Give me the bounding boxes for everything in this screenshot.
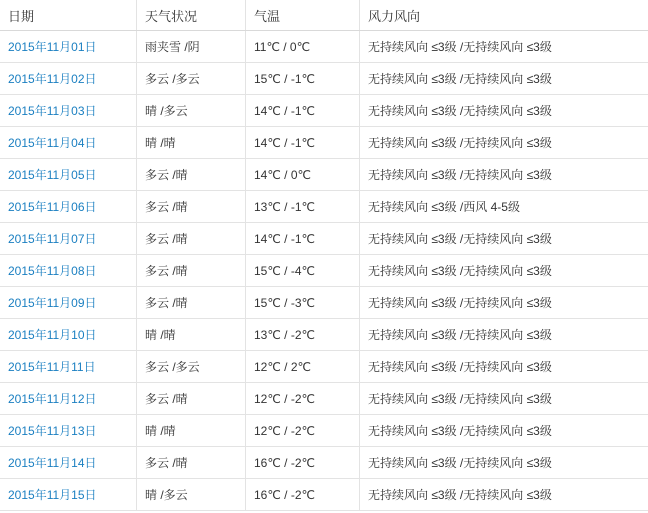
table-row bbox=[0, 479, 648, 511]
table-row bbox=[0, 127, 648, 159]
cell-date[interactable]: 2015年11月13日 bbox=[0, 415, 137, 447]
column-header-wind: 风力风向 bbox=[360, 0, 648, 31]
cell-temperature: 12℃ / -2℃ bbox=[246, 383, 360, 415]
cell-temperature: 14℃ / -1℃ bbox=[246, 127, 360, 159]
cell-wind: 无持续风向 ≤3级 /无持续风向 ≤3级 bbox=[360, 383, 648, 415]
cell-condition: 多云 /晴 bbox=[137, 191, 246, 223]
cell-temperature: 11℃ / 0℃ bbox=[246, 31, 360, 63]
cell-temperature: 13℃ / -1℃ bbox=[246, 191, 360, 223]
cell-wind: 无持续风向 ≤3级 /无持续风向 ≤3级 bbox=[360, 479, 648, 511]
cell-date[interactable]: 2015年11月06日 bbox=[0, 191, 137, 223]
cell-temperature: 12℃ / 2℃ bbox=[246, 351, 360, 383]
cell-temperature: 15℃ / -1℃ bbox=[246, 63, 360, 95]
cell-condition: 晴 /多云 bbox=[137, 479, 246, 511]
cell-date[interactable]: 2015年11月11日 bbox=[0, 351, 137, 383]
cell-date[interactable]: 2015年11月04日 bbox=[0, 127, 137, 159]
cell-condition: 多云 /晴 bbox=[137, 223, 246, 255]
cell-condition: 多云 /晴 bbox=[137, 287, 246, 319]
cell-temperature: 15℃ / -3℃ bbox=[246, 287, 360, 319]
table-row bbox=[0, 63, 648, 95]
table-row bbox=[0, 383, 648, 415]
cell-wind: 无持续风向 ≤3级 /无持续风向 ≤3级 bbox=[360, 63, 648, 95]
column-header-date: 日期 bbox=[0, 0, 137, 31]
cell-temperature: 15℃ / -4℃ bbox=[246, 255, 360, 287]
cell-wind: 无持续风向 ≤3级 /无持续风向 ≤3级 bbox=[360, 287, 648, 319]
table-row bbox=[0, 223, 648, 255]
cell-condition: 多云 /晴 bbox=[137, 447, 246, 479]
cell-wind: 无持续风向 ≤3级 /无持续风向 ≤3级 bbox=[360, 127, 648, 159]
cell-date[interactable]: 2015年11月15日 bbox=[0, 479, 137, 511]
cell-condition: 多云 /晴 bbox=[137, 159, 246, 191]
cell-condition: 晴 /多云 bbox=[137, 95, 246, 127]
cell-wind: 无持续风向 ≤3级 /无持续风向 ≤3级 bbox=[360, 447, 648, 479]
cell-wind: 无持续风向 ≤3级 /无持续风向 ≤3级 bbox=[360, 415, 648, 447]
cell-temperature: 14℃ / -1℃ bbox=[246, 95, 360, 127]
cell-wind: 无持续风向 ≤3级 /无持续风向 ≤3级 bbox=[360, 351, 648, 383]
table-row bbox=[0, 447, 648, 479]
cell-temperature: 16℃ / -2℃ bbox=[246, 479, 360, 511]
cell-wind: 无持续风向 ≤3级 /无持续风向 ≤3级 bbox=[360, 223, 648, 255]
cell-date[interactable]: 2015年11月02日 bbox=[0, 63, 137, 95]
cell-wind: 无持续风向 ≤3级 /西风 4-5级 bbox=[360, 191, 648, 223]
table-row bbox=[0, 415, 648, 447]
cell-date[interactable]: 2015年11月03日 bbox=[0, 95, 137, 127]
cell-date[interactable]: 2015年11月09日 bbox=[0, 287, 137, 319]
cell-condition: 多云 /多云 bbox=[137, 63, 246, 95]
cell-temperature: 14℃ / 0℃ bbox=[246, 159, 360, 191]
table-header bbox=[0, 0, 648, 31]
cell-condition: 晴 /晴 bbox=[137, 319, 246, 351]
table-row bbox=[0, 31, 648, 63]
cell-condition: 多云 /晴 bbox=[137, 255, 246, 287]
cell-date[interactable]: 2015年11月01日 bbox=[0, 31, 137, 63]
table-header-row bbox=[0, 0, 648, 31]
cell-date[interactable]: 2015年11月05日 bbox=[0, 159, 137, 191]
cell-condition: 晴 /晴 bbox=[137, 415, 246, 447]
cell-date[interactable]: 2015年11月12日 bbox=[0, 383, 137, 415]
cell-wind: 无持续风向 ≤3级 /无持续风向 ≤3级 bbox=[360, 31, 648, 63]
table-row bbox=[0, 255, 648, 287]
cell-wind: 无持续风向 ≤3级 /无持续风向 ≤3级 bbox=[360, 95, 648, 127]
table-row bbox=[0, 191, 648, 223]
table-row bbox=[0, 159, 648, 191]
column-header-temperature: 气温 bbox=[246, 0, 360, 31]
cell-temperature: 12℃ / -2℃ bbox=[246, 415, 360, 447]
cell-condition: 晴 /晴 bbox=[137, 127, 246, 159]
cell-wind: 无持续风向 ≤3级 /无持续风向 ≤3级 bbox=[360, 319, 648, 351]
cell-date[interactable]: 2015年11月14日 bbox=[0, 447, 137, 479]
table-body bbox=[0, 31, 648, 511]
table-row bbox=[0, 287, 648, 319]
table-row bbox=[0, 95, 648, 127]
cell-temperature: 14℃ / -1℃ bbox=[246, 223, 360, 255]
cell-wind: 无持续风向 ≤3级 /无持续风向 ≤3级 bbox=[360, 255, 648, 287]
cell-date[interactable]: 2015年11月07日 bbox=[0, 223, 137, 255]
cell-temperature: 13℃ / -2℃ bbox=[246, 319, 360, 351]
cell-condition: 雨夹雪 /阴 bbox=[137, 31, 246, 63]
cell-condition: 多云 /多云 bbox=[137, 351, 246, 383]
cell-temperature: 16℃ / -2℃ bbox=[246, 447, 360, 479]
table-row bbox=[0, 351, 648, 383]
cell-date[interactable]: 2015年11月08日 bbox=[0, 255, 137, 287]
cell-date[interactable]: 2015年11月10日 bbox=[0, 319, 137, 351]
cell-condition: 多云 /晴 bbox=[137, 383, 246, 415]
column-header-condition: 天气状况 bbox=[137, 0, 246, 31]
cell-wind: 无持续风向 ≤3级 /无持续风向 ≤3级 bbox=[360, 159, 648, 191]
table-row bbox=[0, 319, 648, 351]
